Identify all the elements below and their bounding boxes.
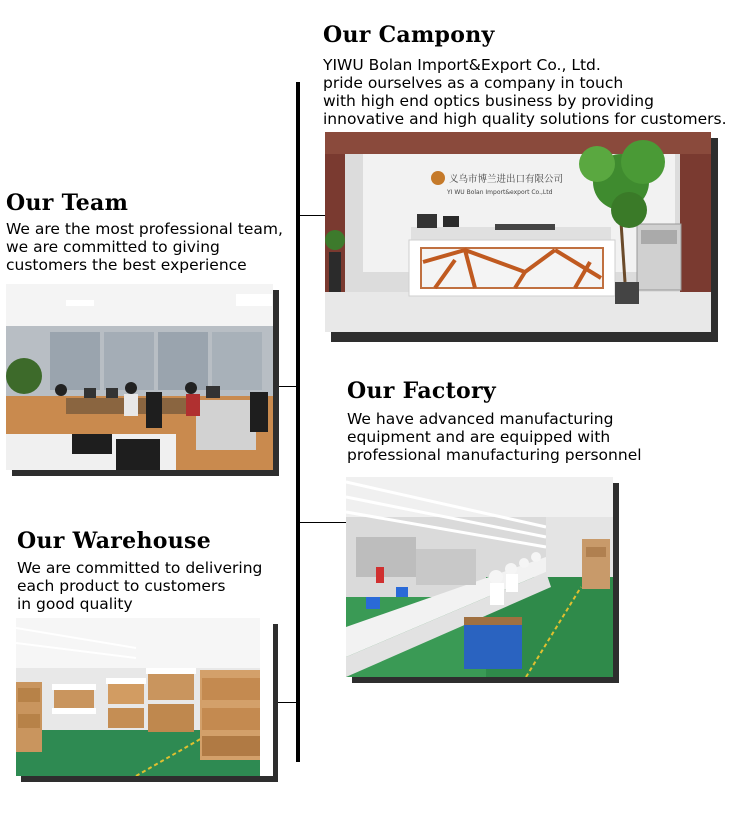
factory-title: Our Factory — [347, 378, 496, 404]
company-reception-photo — [325, 132, 711, 332]
warehouse-description — [17, 559, 262, 613]
company-description — [323, 56, 727, 128]
company-section — [323, 22, 727, 128]
timeline-tick-warehouse — [278, 702, 296, 703]
warehouse-line-2: each product to customers — [17, 577, 226, 595]
team-title: Our Team — [6, 190, 129, 216]
warehouse-title: Our Warehouse — [17, 528, 211, 554]
timeline-line — [296, 82, 300, 762]
warehouse-line-3: in good quality — [17, 595, 133, 613]
company-line-1: YIWU Bolan Import&Export Co., Ltd. — [323, 56, 601, 74]
team-office-photo — [6, 284, 273, 470]
factory-section — [347, 378, 642, 464]
factory-production-photo — [346, 477, 613, 677]
timeline-tick-team — [278, 386, 296, 387]
timeline-tick-company — [300, 215, 326, 216]
warehouse-section — [17, 528, 262, 613]
warehouse-line-1: We are committed to delivering — [17, 559, 263, 577]
company-line-4: innovative and high quality solutions for customers. — [323, 110, 727, 128]
team-line-2: we are committed to giving — [6, 238, 220, 256]
company-sign-cn: 义乌市博兰进出口有限公司 — [449, 174, 564, 185]
factory-line-1: We have advanced manufacturing — [347, 410, 614, 428]
company-sign-en: YI WU Bolan Import&export Co.,Ltd — [447, 189, 553, 196]
warehouse-storage-photo — [16, 618, 273, 776]
factory-line-3: professional manufacturing personnel — [347, 446, 642, 464]
company-title: Our Campony — [323, 22, 495, 48]
team-description — [6, 220, 283, 274]
team-line-1: We are the most professional team, — [6, 220, 283, 238]
company-line-3: with high end optics business by providing — [323, 92, 654, 110]
team-section — [6, 190, 283, 274]
factory-line-2: equipment and are equipped with — [347, 428, 611, 446]
company-line-2: pride ourselves as a company in touch — [323, 74, 624, 92]
timeline-tick-factory — [300, 522, 346, 523]
team-line-3: customers the best experience — [6, 256, 247, 274]
factory-description — [347, 410, 642, 464]
